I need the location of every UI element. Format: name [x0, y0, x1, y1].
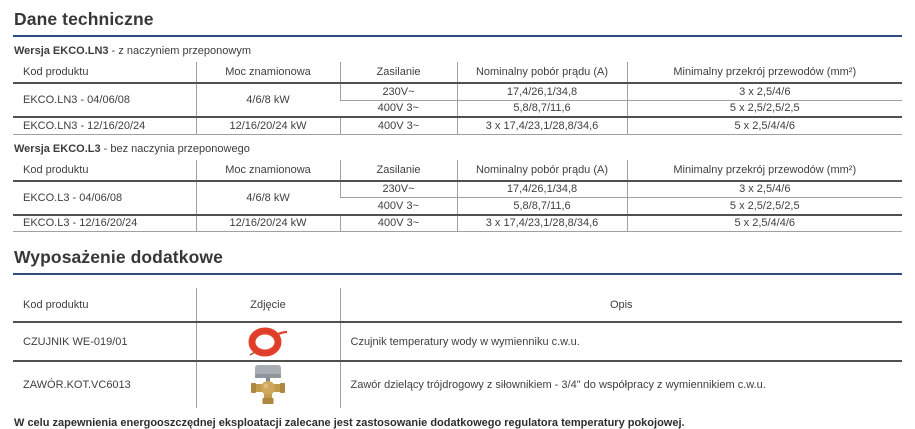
cell-kod: EKCO.LN3 - 12/16/20/24 [13, 117, 196, 134]
table-row [13, 181, 902, 198]
table-row [13, 83, 902, 100]
cell-kod: EKCO.L3 - 12/16/20/24 [13, 215, 196, 232]
col-header-zasilanie: Zasilanie [340, 160, 457, 181]
cell-zdjecie [196, 361, 340, 408]
cell-kod: EKCO.LN3 - 04/06/08 [23, 94, 131, 106]
table-row [13, 215, 902, 232]
cell-przekroj: 5 x 2,5/2,5/2,5 [627, 100, 902, 117]
section-title-dane-techniczne: Dane techniczne [13, 7, 902, 37]
cell-zasilanie: 400V 3~ [340, 117, 457, 134]
cell-przekroj: 5 x 2,5/4/4/6 [627, 215, 902, 232]
col-header-opis: Opis [340, 288, 902, 322]
col-header-moc-znamionowa: Moc znamionowa [196, 160, 340, 181]
col-header-kod-produktu: Kod produktu [13, 288, 196, 322]
cell-kod: ZAWÓR.KOT.VC6013 [13, 361, 196, 408]
accessories-header-row [13, 288, 902, 322]
spec-table-ln3 [13, 62, 902, 135]
spec-table-l3 [13, 160, 902, 233]
cell-moc: 4/6/8 kW [196, 181, 340, 215]
cell-zasilanie: 230V~ [340, 181, 457, 198]
cell-prad: 17,4/26,1/34,8 [457, 181, 627, 198]
table-row [13, 361, 902, 408]
cell-prad: 3 x 17,4/23,1/28,8/34,6 [457, 215, 627, 232]
table-row [13, 322, 902, 361]
cell-prad: 3 x 17,4/23,1/28,8/34,6 [457, 117, 627, 134]
col-header-minimalny-przekroj: Minimalny przekrój przewodów (mm²) [627, 160, 902, 181]
spec-header-row [13, 62, 902, 83]
col-header-nominalny-pobor: Nominalny pobór prądu (A) [457, 160, 627, 181]
cell-moc: 4/6/8 kW [196, 83, 340, 117]
col-header-moc-znamionowa: Moc znamionowa [196, 62, 340, 83]
col-header-minimalny-przekroj: Minimalny przekrój przewodów (mm²) [627, 62, 902, 83]
version-name: Wersja EKCO.L3 [14, 142, 101, 155]
col-header-nominalny-pobor: Nominalny pobór prądu (A) [457, 62, 627, 83]
cell-kod: EKCO.L3 - 04/06/08 [23, 191, 123, 204]
col-header-kod-produktu: Kod produktu [13, 160, 196, 181]
cell-zasilanie: 400V 3~ [340, 100, 457, 117]
version-label-l3 [14, 143, 902, 155]
col-header-zasilanie: Zasilanie [340, 62, 457, 83]
cell-przekroj: 5 x 2,5/2,5/2,5 [627, 198, 902, 215]
version-name: Wersja EKCO.LN3 [14, 45, 109, 57]
col-header-kod-produktu: Kod produktu [13, 62, 196, 83]
cell-zasilanie: 400V 3~ [340, 198, 457, 215]
cell-zasilanie: 230V~ [340, 83, 457, 100]
col-header-zdjecie: Zdjęcie [196, 288, 340, 322]
cell-prad: 5,8/8,7/11,6 [457, 100, 627, 117]
cell-przekroj: 3 x 2,5/4/6 [627, 181, 902, 198]
cell-kod: CZUJNIK WE-019/01 [23, 335, 128, 348]
cell-opis: Zawór dzielący trójdrogowy z siłownikiem - 3/4" do współpracy z wymiennikiem c.w.u. [340, 361, 902, 408]
footer-note: W celu zapewnienia energooszczędnej eksploatacji zalecane jest zastosowanie dodatkowego regulatora temperatury pokojowej. [14, 417, 685, 429]
version-desc: - z naczyniem przeponowym [108, 45, 252, 57]
cell-przekroj: 5 x 2,5/4/4/6 [627, 117, 902, 134]
section-title-wyposazenie: Wyposażenie dodatkowe [13, 245, 902, 275]
cell-zasilanie: 400V 3~ [340, 215, 457, 232]
three-way-valve-icon [250, 364, 286, 406]
accessories-table [13, 288, 902, 408]
red-coil-sensor-icon [246, 326, 290, 358]
cell-moc: 12/16/20/24 kW [196, 117, 340, 134]
cell-opis: Czujnik temperatury wody w wymienniku c.w.u. [340, 322, 902, 361]
cell-moc: 12/16/20/24 kW [196, 215, 340, 232]
cell-prad: 5,8/8,7/11,6 [457, 198, 627, 215]
table-row [13, 117, 902, 134]
version-label-ln3 [14, 45, 902, 57]
spec-header-row [13, 160, 902, 181]
cell-prad: 17,4/26,1/34,8 [457, 83, 627, 100]
cell-zdjecie [196, 322, 340, 361]
version-desc: - bez naczynia przeponowego [100, 142, 250, 155]
cell-przekroj: 3 x 2,5/4/6 [627, 83, 902, 100]
